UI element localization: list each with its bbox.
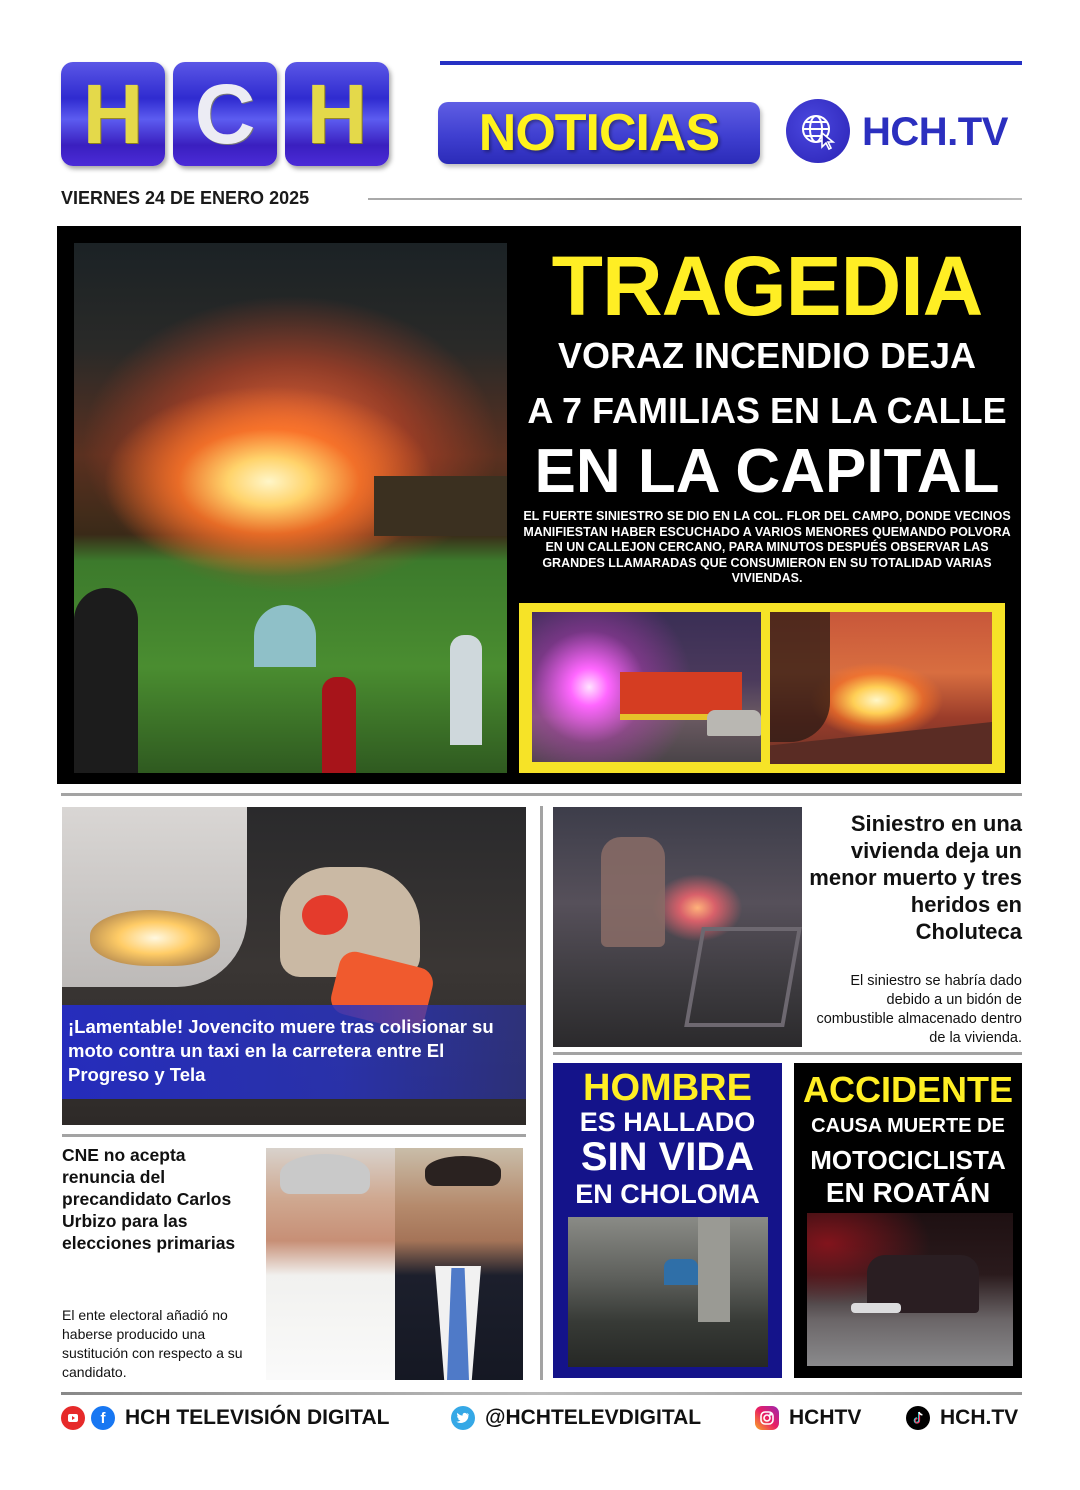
photo-arch-shape: [74, 588, 138, 773]
social-label: HCH TELEVISIÓN DIGITAL: [125, 1406, 390, 1429]
logo-letter: C: [194, 66, 256, 161]
roatan-story-box[interactable]: [794, 1063, 1022, 1378]
issue-date: VIERNES 24 DE ENERO 2025: [61, 188, 310, 208]
feature-headline-line-2: A 7 FAMILIAS EN LA CALLE: [527, 390, 1007, 431]
choloma-line-2: ES HALLADO: [579, 1107, 756, 1137]
flames-photo: [770, 612, 992, 764]
logo-letter-h1: [61, 62, 165, 166]
photo-pillar-shape: [698, 1217, 730, 1322]
choloma-story-box[interactable]: [553, 1063, 782, 1378]
fire-truck-photo: [532, 612, 761, 762]
logo-letter: H: [306, 66, 368, 161]
roatan-photo: [807, 1213, 1013, 1366]
photo-window-shape: [254, 605, 316, 667]
choluteca-story-body: El siniestro se habría dado debido a un bidón de combustible almacenado dentro de la vivienda.: [816, 973, 1022, 1046]
choluteca-fire-photo[interactable]: [553, 807, 802, 1047]
story-divider: [62, 1134, 526, 1137]
photo-hair-shape: [425, 1156, 501, 1186]
photo-helmet-shape: [302, 895, 348, 935]
photo-sheet-shape: [851, 1303, 901, 1313]
story-divider: [553, 1052, 1022, 1055]
social-label: HCH.TV: [940, 1406, 1019, 1429]
cne-photo-left: [266, 1148, 395, 1380]
choloma-line-4: EN CHOLOMA: [575, 1179, 760, 1209]
section-badge: [438, 102, 760, 164]
social-tiktok[interactable]: [906, 1406, 1018, 1430]
roatan-line-3: MOTOCICLISTA: [810, 1145, 1006, 1175]
photo-bedframe-shape: [684, 927, 802, 1027]
footer-divider: [61, 1392, 1022, 1395]
photo-car-shape: [707, 710, 761, 736]
cne-story-title[interactable]: CNE no acepta renuncia del precandidato Carlos Urbizo para las elecciones primarias: [62, 1145, 236, 1253]
column-divider: [540, 806, 543, 1380]
logo-letter-c: [173, 62, 277, 166]
roatan-line-4: EN ROATÁN: [825, 1177, 991, 1208]
social-label: @HCHTELEVDIGITAL: [485, 1406, 702, 1429]
photo-hair-shape: [280, 1154, 370, 1194]
cne-photo-right: [395, 1148, 523, 1380]
cne-story-body: El ente electoral añadió no haberse producido una sustitución con respecto a su candidato.: [62, 1307, 243, 1380]
social-twitter[interactable]: [451, 1406, 701, 1430]
logo-letter-h2: [285, 62, 389, 166]
feature-kicker: TRAGEDIA: [551, 239, 983, 333]
choluteca-story-title[interactable]: Siniestro en una vivienda deja un menor muerto y tres heridos en Choluteca: [809, 811, 1022, 944]
globe-cursor-icon[interactable]: [786, 99, 850, 163]
feature-body-text: EL FUERTE SINIESTRO SE DIO EN LA COL. FLOR DEL CAMPO, DONDE VECINOS MANIFIESTAN HABER ESCUCHADO A VARIOS MENORES QUEMANDO POLVORA EN UN CALLEJON CERCANO, PARA MINUTOS DESPUÉS OBSERVAR LAS GRANDES LLAMARADAS QUE CONSUMIERON EN SU TOTALIDAD VARIAS VIVIENDAS.: [523, 509, 1011, 585]
roatan-line-2: CAUSA MUERTE DE: [811, 1115, 1005, 1137]
photo-roof-shape: [374, 476, 507, 536]
choloma-line-3: SIN VIDA: [580, 1135, 755, 1179]
crash-story-caption[interactable]: ¡Lamentable! Jovencito muere tras colisionar su moto contra un taxi en la carretera entre El Progreso y Tela: [62, 1005, 526, 1099]
feature-headline-line-3: EN LA CAPITAL: [534, 437, 1000, 506]
twitter-icon[interactable]: [451, 1406, 475, 1430]
photo-tree-shape: [770, 612, 830, 742]
photo-person-shape: [322, 677, 356, 773]
photo-person-shape: [450, 635, 482, 745]
photo-person-shape: [601, 837, 665, 947]
choloma-line-1: HOMBRE: [583, 1067, 752, 1109]
choloma-photo: [568, 1217, 768, 1367]
social-instagram[interactable]: [755, 1406, 861, 1430]
social-label: HCHTV: [789, 1406, 862, 1429]
date-divider: [368, 198, 1022, 200]
instagram-icon[interactable]: [755, 1406, 779, 1430]
youtube-icon[interactable]: [61, 1406, 85, 1430]
feature-fire-photo: [74, 243, 507, 773]
header-accent-rule: [440, 61, 1022, 65]
section-label: NOTICIAS: [478, 104, 720, 162]
feature-headline-line-1: VORAZ INCENDIO DEJA: [557, 335, 977, 376]
website-name[interactable]: HCH.TV: [862, 110, 1008, 154]
photo-tarp-shape: [664, 1259, 698, 1285]
tiktok-icon[interactable]: [906, 1406, 930, 1430]
roatan-line-1: ACCIDENTE: [802, 1069, 1013, 1110]
section-divider: [61, 793, 1022, 796]
logo-letter: H: [82, 66, 144, 161]
social-youtube-facebook[interactable]: [61, 1406, 389, 1430]
facebook-icon[interactable]: f: [91, 1406, 115, 1430]
